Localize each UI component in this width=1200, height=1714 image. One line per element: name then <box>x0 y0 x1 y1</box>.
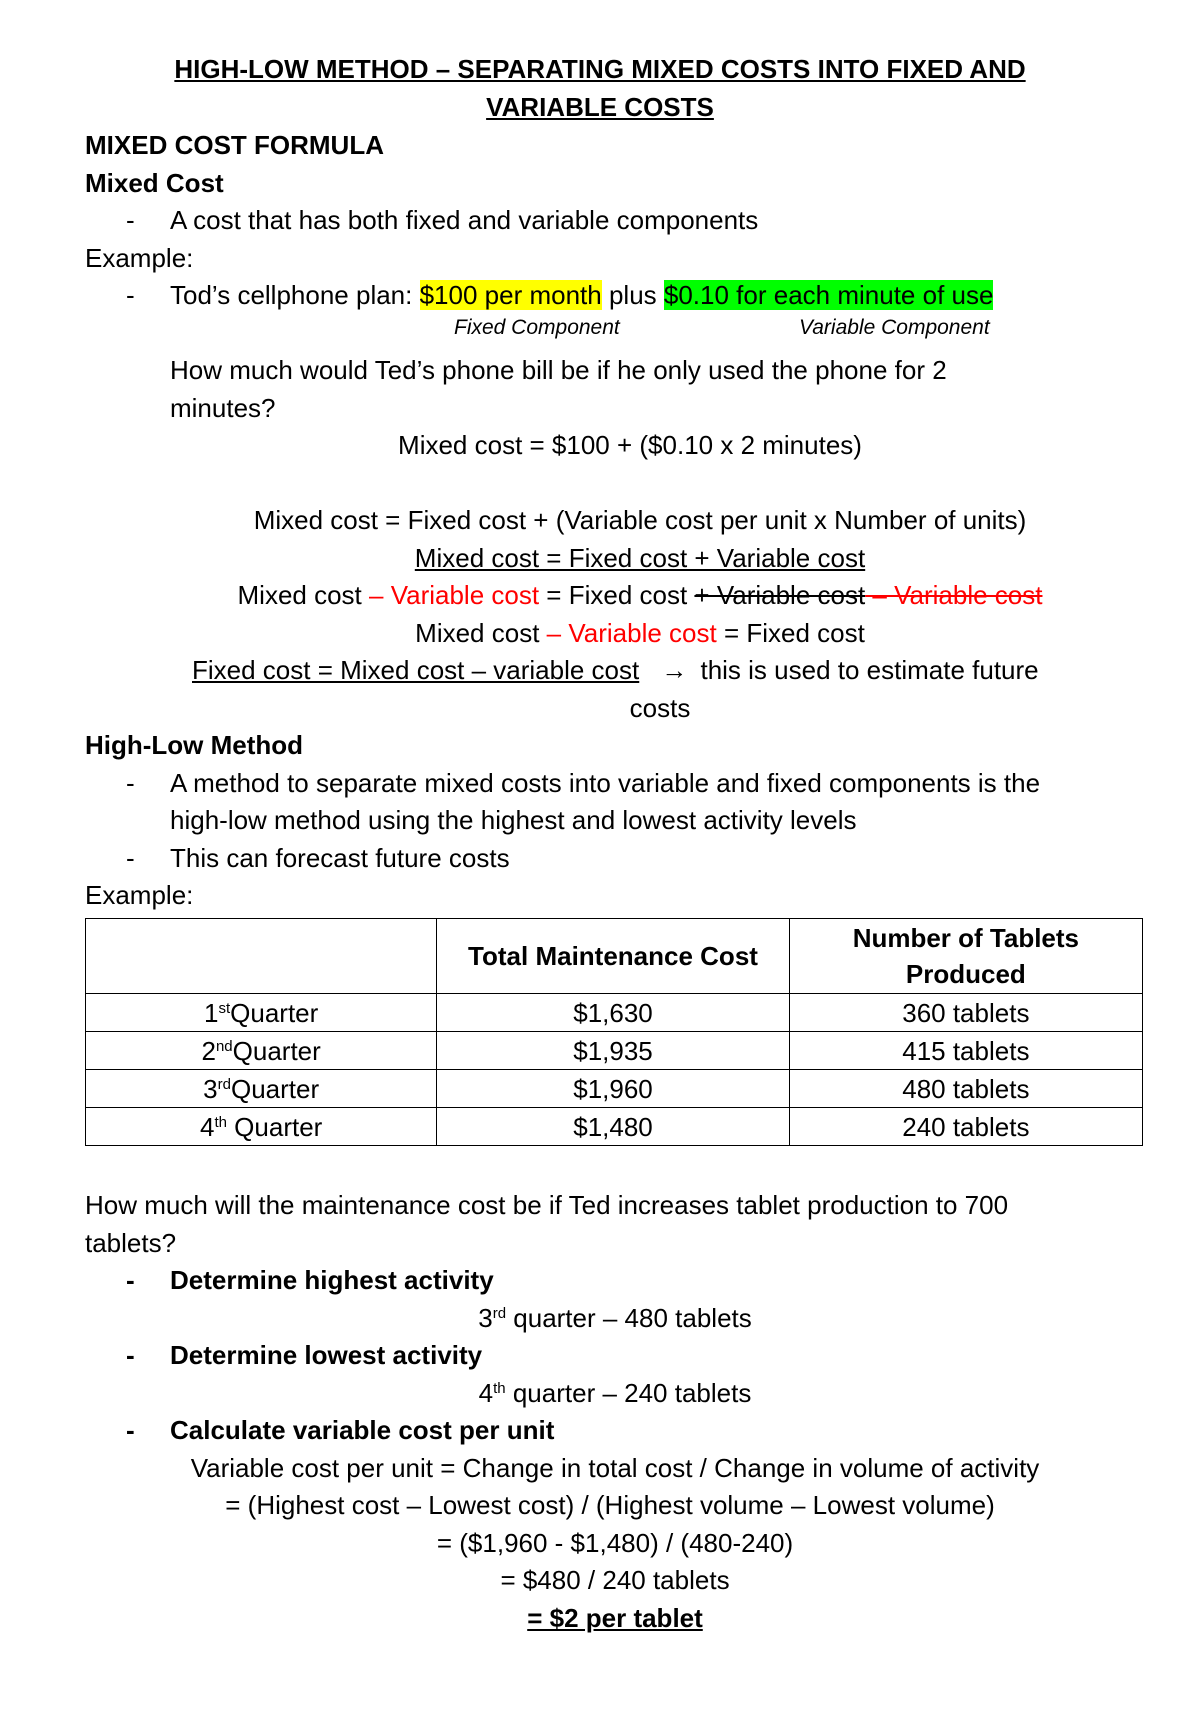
plan-variable-highlight: $0.10 for each minute of use <box>663 280 994 310</box>
table-cell-quarter: 1stQuarter <box>86 994 437 1032</box>
step-2-heading: Determine lowest activity <box>170 1340 483 1370</box>
table-cell-tablets: 360 tablets <box>789 994 1142 1032</box>
table-row <box>86 1070 1143 1108</box>
bullet-dash: - <box>126 768 135 798</box>
formula-1: Mixed cost = Fixed cost + (Variable cost per unit x Number of units) <box>253 505 1027 535</box>
table-cell-quarter: 2ndQuarter <box>86 1032 437 1070</box>
highlow-bullet-1-line-1: A method to separate mixed costs into variable and fixed components is the <box>170 768 1041 798</box>
step-1-heading: Determine highest activity <box>170 1265 494 1295</box>
term-mixed-cost: Mixed Cost <box>85 168 224 198</box>
formula-3 <box>40 576 1200 614</box>
f5-note: this is used to estimate future <box>693 655 1039 685</box>
maintenance-cost-table <box>85 918 1143 1146</box>
arrow-right-icon: → <box>661 655 688 685</box>
result-line: = $2 per tablet <box>527 1603 703 1633</box>
bullet-dash: - <box>126 280 135 310</box>
table-header-row <box>86 919 1143 994</box>
question-line-2: minutes? <box>170 393 276 423</box>
plan-fixed-highlight: $100 per month <box>419 280 602 310</box>
table-row <box>86 1108 1143 1146</box>
title-line-1: HIGH-LOW METHOD – SEPARATING MIXED COSTS INTO FIXED AND <box>174 54 1026 84</box>
calc-line-4: = $480 / 240 tablets <box>500 1565 730 1595</box>
label-variable-component: Variable Component <box>799 316 990 339</box>
f4-mixed: Mixed cost <box>415 618 547 648</box>
formula-4 <box>40 614 1200 652</box>
heading-mixed-cost-formula: MIXED COST FORMULA <box>85 130 384 160</box>
title-line-2: VARIABLE COSTS <box>486 92 714 122</box>
heading-high-low-method: High-Low Method <box>85 730 304 760</box>
step-3-heading: Calculate variable cost per unit <box>170 1415 555 1445</box>
plan-prefix: Tod’s cellphone plan: <box>170 280 420 310</box>
table-cell-tablets: 480 tablets <box>789 1070 1142 1108</box>
formula-5-costs: costs <box>629 693 691 723</box>
bullet-dash: - <box>126 843 135 873</box>
highlow-bullet-2: This can forecast future costs <box>170 843 510 873</box>
question-line-1: How much would Ted’s phone bill be if he only used the phone for 2 <box>170 355 947 385</box>
table-header-tablets: Number of Tablets Produced <box>789 919 1142 994</box>
plan-mid: plus <box>601 280 664 310</box>
calc-line-2: = (Highest cost – Lowest cost) / (Highest volume – Lowest volume) <box>225 1490 995 1520</box>
f4-minus-variable: – Variable cost <box>546 618 717 648</box>
definition-text: A cost that has both fixed and variable components <box>170 205 759 235</box>
table-cell-cost: $1,935 <box>437 1032 789 1070</box>
table-row <box>86 1032 1143 1070</box>
solution-question-line-1: How much will the maintenance cost be if Ted increases tablet production to 700 <box>85 1190 1009 1220</box>
example-label: Example: <box>85 880 194 910</box>
example-label: Example: <box>85 243 194 273</box>
step-dash: - <box>126 1265 135 1295</box>
solution-question-line-2: tablets? <box>85 1228 177 1258</box>
step-2-answer: 4th quarter – 240 tablets <box>478 1378 752 1408</box>
formula-5 <box>192 651 1039 689</box>
table-cell-quarter: 3rdQuarter <box>86 1070 437 1108</box>
label-fixed-component: Fixed Component <box>454 316 620 339</box>
highlow-bullet-1-line-2: high-low method using the highest and lowest activity levels <box>170 805 857 835</box>
f5-fixed-formula: Fixed cost = Mixed cost – variable cost <box>192 655 640 685</box>
f3-minus-variable: – Variable cost <box>369 580 540 610</box>
table-cell-cost: $1,960 <box>437 1070 789 1108</box>
f3-struck-plus-variable: + Variable cost <box>694 580 866 610</box>
bullet-dash: - <box>126 205 135 235</box>
formula-2-wrap <box>40 539 1200 577</box>
step-1-answer: 3rd quarter – 480 tablets <box>478 1303 752 1333</box>
calc-line-1: Variable cost per unit = Change in total cost / Change in volume of activity <box>190 1453 1040 1483</box>
step-dash: - <box>126 1415 135 1445</box>
table-cell-quarter: 4th Quarter <box>86 1108 437 1146</box>
table-header-empty <box>86 919 437 994</box>
f4-equals-fixed: = Fixed cost <box>716 618 865 648</box>
f3-mixed: Mixed cost <box>237 580 370 610</box>
result-line-wrap <box>15 1599 1200 1637</box>
table-cell-cost: $1,630 <box>437 994 789 1032</box>
table-row <box>86 994 1143 1032</box>
table-header-cost: Total Maintenance Cost <box>437 919 789 994</box>
calc-line: Mixed cost = $100 + ($0.10 x 2 minutes) <box>398 430 862 460</box>
cellphone-plan-line <box>170 276 993 314</box>
table-cell-tablets: 240 tablets <box>789 1108 1142 1146</box>
table-cell-cost: $1,480 <box>437 1108 789 1146</box>
formula-2: Mixed cost = Fixed cost + Variable cost <box>414 543 866 573</box>
table-cell-tablets: 415 tablets <box>789 1032 1142 1070</box>
step-dash: - <box>126 1340 135 1370</box>
calc-line-3: = ($1,960 - $1,480) / (480-240) <box>436 1528 794 1558</box>
f3-struck-minus-variable: – Variable cost <box>865 580 1043 610</box>
f3-equals-fixed: = Fixed cost <box>539 580 695 610</box>
